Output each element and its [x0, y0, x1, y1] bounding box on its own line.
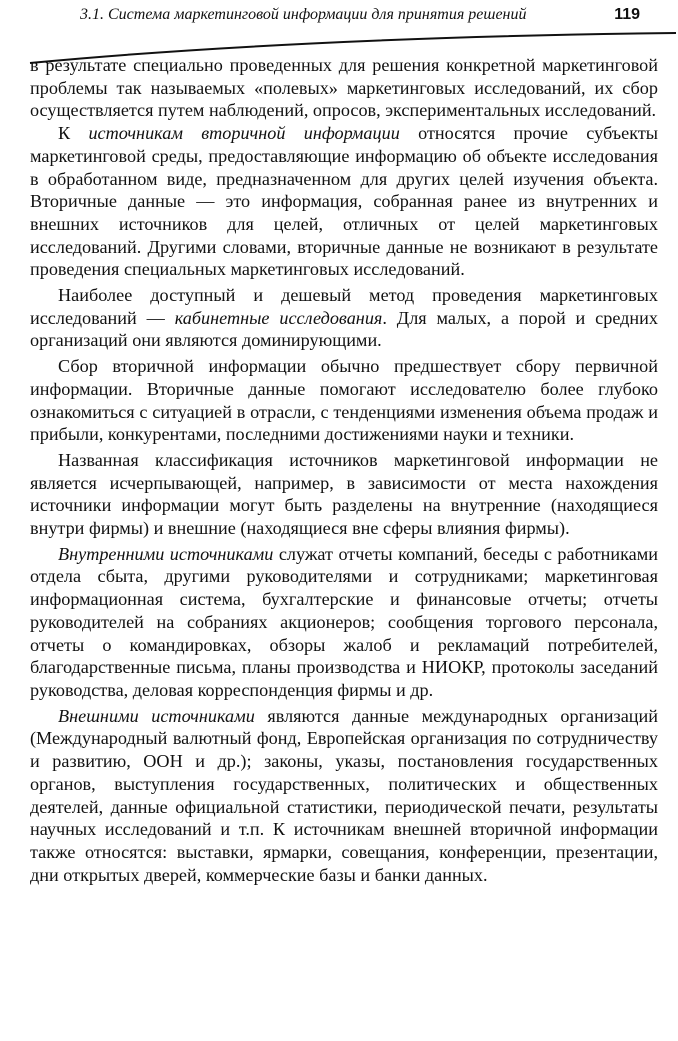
- paragraph-6: Внутренними источниками служат отчеты компаний, беседы с работниками отдела сбыта, другими руководителями и сотрудниками; маркетинговая информационная система, бухгалтерские и финансовые отчеты; отчеты руководителей на собраниях акционеров; сообщения торгового персонала, отчеты о командировках, обзоры жалоб и рекламаций потребителей, благодарственные письма, планы производства и НИОКР, протоколы заседаний руководства, деловая корреспонденция фирмы и др.: [30, 543, 658, 700]
- term-desk-research: кабинетные исследования: [174, 307, 383, 328]
- paragraph-5: Названная классификация источников маркетинговой информации не является исчерпывающей, например, в зависимости от места нахождения источники информации могут быть разделены на внутренние (находящиеся внутри фирмы) и внешние (находящиеся вне сферы влияния фирмы).: [30, 449, 658, 539]
- body-text: [30, 54, 658, 886]
- running-head: [80, 6, 640, 24]
- paragraph-3: Наиболее доступный и дешевый метод проведения маркетинговых исследований — кабинетные исследования. Для малых, а порой и средних организаций они являются доминирующими.: [30, 285, 658, 351]
- term-external-sources: Внешними источниками: [58, 705, 255, 726]
- section-title: 3.1. Система маркетинговой информации для принятия решений: [80, 6, 527, 23]
- term-secondary-sources: источникам вторичной информации: [88, 123, 400, 144]
- paragraph-1: в результате специально проведенных для решения конкретной маркетинговой проблемы так называемых «полевых» маркетинговых исследований, их сбор осуществляется путем наблюдений, опросов, экспериментальных исследований.: [30, 55, 658, 121]
- paragraph-4: Сбор вторичной информации обычно предшествует сбору первичной информации. Вторичные данные помогают исследователю более глубоко ознакомиться с ситуацией в отрасли, с тенденциями изменения объема продаж и прибыли, конкурентами, последними достижениями науки и техники.: [30, 356, 658, 445]
- paragraph-7: Внешними источниками являются данные международных организаций (Международный валютный фонд, Европейская организация по сотрудничеству и развитию, ООН и др.); законы, указы, постановления государственных органов, выступления государственных, политических и общественных деятелей, данные официальной статистики, периодической печати, результаты научных исследований и т.п. К источникам внешней вторичной информации также относятся: выставки, ярмарки, совещания, конференции, презентации, дни открытых дверей, коммерческие базы и банки данных.: [30, 705, 658, 885]
- page-number: 119: [614, 6, 640, 23]
- term-internal-sources: Внутренними источниками: [58, 543, 274, 564]
- paragraph-2: К источникам вторичной информации относятся прочие субъекты маркетинговой среды, предоставляющие информацию об объекте исследования в обработанном виде, предназначенном для других целей изучения объекта. Вторичные данные — это информация, собранная ранее из внутренних и внешних источников для целей, отличных от целей маркетинговых исследований. Другими словами, вторичные данные не возникают в результате проведения специальных маркетинговых исследований.: [30, 123, 658, 280]
